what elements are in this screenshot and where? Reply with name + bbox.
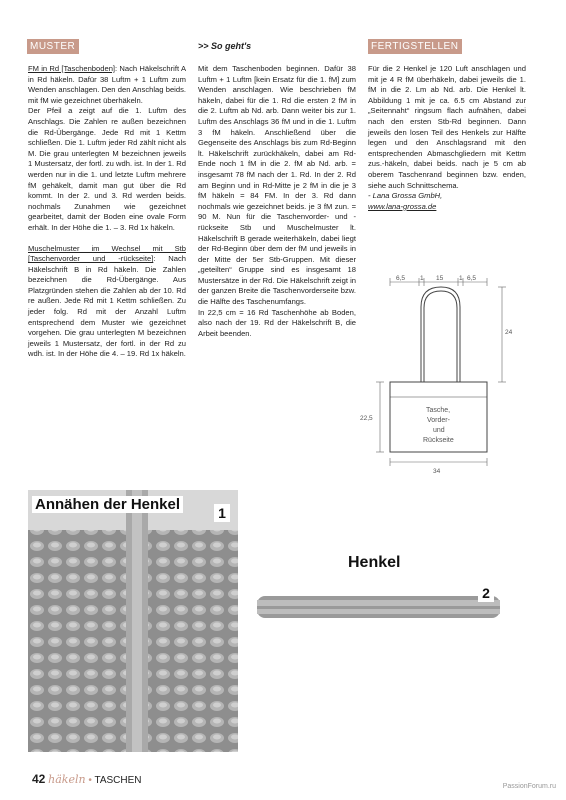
muschel-title: Muschelmuster im Wechsel mit Stb [Taschenvorder und -rückseite]: [28, 243, 186, 264]
right-column: [368, 64, 526, 212]
boden-title: FM in Rd [Taschenboden]: [28, 64, 116, 73]
left-column: [28, 64, 186, 360]
dim-left-handle: 6,5: [396, 275, 406, 282]
credit-company: - Lana Grossa GmbH,: [368, 191, 443, 201]
photo-annaehen: [28, 490, 238, 752]
crochet-texture: [28, 490, 238, 752]
middle-column: [198, 64, 356, 339]
bag-schematic: [360, 272, 532, 482]
dim-gap: 15: [436, 275, 444, 282]
footer-separator: •: [88, 775, 92, 786]
dim-width: 34: [433, 468, 441, 475]
dim-side-height: 22,5: [360, 415, 373, 422]
photo1-title: Annähen der Henkel: [32, 496, 183, 513]
so-gehts-heading: >> So geht's: [198, 41, 252, 51]
photo1-step: 1: [214, 504, 230, 522]
paragraph-boden: [28, 64, 186, 106]
photo2-step: 2: [478, 584, 494, 602]
footer: [32, 772, 142, 786]
dim-handle-b: 1: [459, 275, 463, 282]
photo-henkel: [257, 582, 500, 626]
handle-texture: [257, 582, 500, 626]
magazine-logo: häkeln: [48, 773, 86, 786]
footer-section: TASCHEN: [94, 775, 142, 786]
boden-text: : Nach Häkelschrift A in Rd häkeln. Dafür 38 Luftm + 1 Luftm zum Wenden anschlagen. Den den Anschlag beids. mit fM wie gezeichnet überhäkeln.: [28, 64, 187, 105]
paragraph-pfeil: Der Pfeil a zeigt auf die 1. Luftm des Anschlags. Die Zahlen re außen bezeichnen die Rd-Übergänge. Jede Rd mit 1 Kettm schließen. Die 1. Luftm jeder Rd zählt nicht als M. Die grau unterlegten M bezeichnen jeweils 1 Mustersatz, der fortl. zu wdh. ist. In der 1. Rd werden nur in die 1. und letzte Luftm mehrere fM gehäkelt, damit man gut über die Rd kommt. In der 2. und 3. Rd werden beids. nochmals Zunahmen wie gezeichnet gearbeitet, damit der Boden eine ovale Form erhält. In der Höhe die 1. – 3. Rd 1x häkeln.: [28, 106, 186, 232]
bag-label-4: Rückseite: [423, 437, 454, 444]
muschel-text: : Nach Häkelschrift B in Rd häkeln. Die Zahlen bezeichnen die Rd-Übergänge. Aus Platzgründen stehen die Zahlen ab der 10. Rd re außen. Jede Rd mit 1 Kettm schließen. Zu jeder folg. Rd mit der Anzahl Luftm entsprechend dem Muster wie gezeichnet vorgehen. Die grau unterlegten M bezeichnen jeweils 1 Mustersatz, der fortl. in der Rd zu wdh. ist. In der Höhe die 4. – 19. Rd 1x häkeln.: [28, 254, 186, 359]
photo2-title: Henkel: [348, 554, 401, 571]
bag-label-2: Vorder-: [427, 417, 450, 424]
bag-label-3: und: [433, 427, 445, 434]
fertigstellen-text: Für die 2 Henkel je 120 Luft anschlagen und mit je 4 R fM überhäkeln, dabei jeweils die 1. fM in die 2. Lm ab Nd. arb. Die Henkel lt. Abbildung 1 mit je ca. 6.5 cm Abstand zur „Seitennaht“ ringsum flach aufnähen, dabei nach den ersten Stb-Rd beginnen. Dann jeweils den losen Teil des Henkels zur Hälfte legen und den Anschlagsrand mit den entsprechenden Abmaschgliedern mit Kettm zus.-häkeln, dabei beids. nach je 5 cm ab oberem Taschenrand beginnen bzw. enden, siehe auch Schnittschema.: [368, 64, 526, 190]
muster-heading: MUSTER: [27, 39, 79, 54]
paragraph-muschel: [28, 244, 186, 361]
dim-handle-a: 1: [420, 275, 424, 282]
anleitung-text-2: In 22,5 cm = 16 Rd Taschenhöhe ab Boden, also nach der 19. Rd der Häkelschrift B, die Arbeit beenden.: [198, 307, 356, 338]
bag-label-1: Tasche,: [426, 407, 451, 414]
watermark: PassionForum.ru: [502, 783, 556, 790]
credit-url: [368, 202, 526, 213]
fertigstellen-heading: FERTIGSTELLEN: [368, 39, 462, 54]
credit-url-text: www.lana-grossa.de: [368, 201, 437, 211]
anleitung-text: Mit dem Taschenboden beginnen. Dafür 38 Luftm + 1 Luftm [kein Ersatz für die 1. fM] zum Wenden anschlagen. Wie beschrieben fM häkeln, dabei für die 1. Rd die ersten 2 fM in die 2. Luftm ab Nd. arb. Dann weiter bis zur 1. Luftm des Anschlags 36 fM und in die 1. Luftm 3 fM häkeln. Anschließend über die Gegenseite des Anschlags bis zum Rd-Beginn lt. Häkelschrift zurückhäkeln, dabei am Rd-Ende noch 1 fM in die 2. fM ab Nd. arb. = insgesamt 78 fM nach der 1. Rd. In der 2. Rd am Beginn und in Rd-Mitte je 2 fM in die je 3 fM häkeln = 84 FM. In der 3. Rd dann nochmals wie gezeichnet beids. je 3 fM zun. = 90 M. Nun für die Taschenvorder- und -rückseite Stb und Muschelmuster lt. Häkelschrift B gerade weiterhäkeln, dabei liegt der Rd-Beginn über dem der fM und jeweils in der Mitte der 5er Stb-Gruppen. Mit dieser „geteilten“ Gruppe sind es insgesamt 18 Mustersätze in der Rd. Die Häkelschrift zeigt in der ganzen Breite die Taschenvorderseite bzw. die Hälfte des Taschenumfangs.: [198, 64, 356, 307]
dim-right-handle: 6,5: [467, 275, 477, 282]
dim-handle-height: 24: [505, 329, 513, 336]
page-number: 42: [32, 772, 46, 786]
